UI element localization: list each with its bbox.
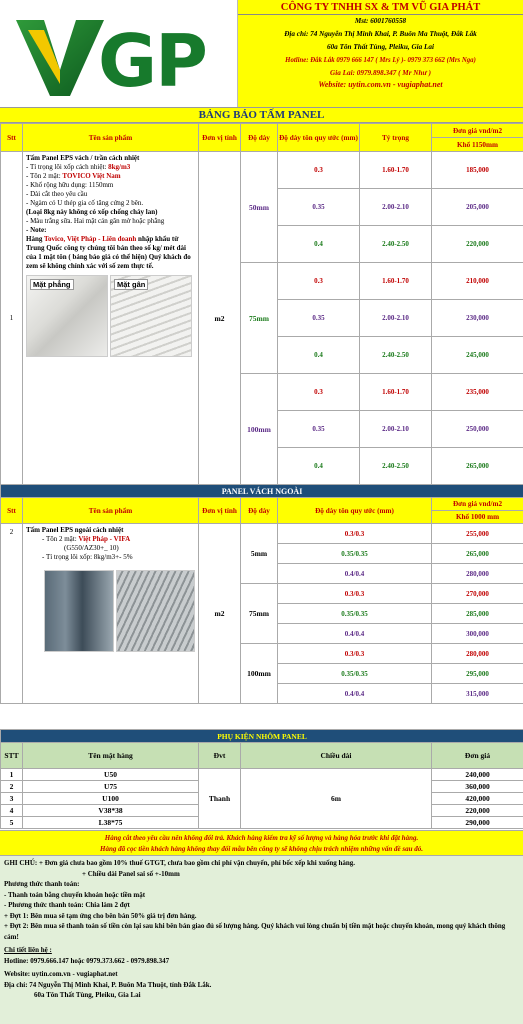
- payment-line: + Đợt 2: Bên mua sẽ thanh toán số tiền còn lại sau khi bên bán giao đủ số lượng hàng. Quý khách vui lòng chuẩn bị tiền mặt hoặc chuyển khoản, mong quý khách thông cảm!: [4, 922, 506, 941]
- col-name: Tên mặt hàng: [23, 743, 199, 769]
- skin-cell: 0.4: [278, 448, 360, 485]
- price-cell: 315,000: [432, 684, 523, 704]
- photo-label: Mặt phẳng: [30, 279, 74, 290]
- contact-title: Chi tiết liên hệ :: [4, 946, 52, 954]
- row-price: 420,000: [432, 793, 523, 805]
- price-cell: 280,000: [432, 564, 523, 584]
- col-length: Chiều dài: [241, 743, 432, 769]
- note-line: + Chiều dài Panel sai số +-10mm: [82, 869, 180, 878]
- page-title: BẢNG BÁO TẤM PANEL: [0, 107, 523, 123]
- row-stt: 1: [1, 769, 23, 781]
- company-info: [238, 0, 523, 107]
- row-unit: Thanh: [199, 769, 241, 829]
- skin-cell: 0.3/0.3: [278, 584, 432, 604]
- thickness-100: 100mm: [241, 644, 278, 704]
- col-price: Đơn giá: [432, 743, 523, 769]
- contact-hotline[interactable]: Hotline: 0979.666.147 hoặc 0979.373.662 - 0979.898.347: [4, 956, 170, 965]
- skin-cell: 0.4/0.4: [278, 684, 432, 704]
- col-thick: Độ dày: [241, 498, 278, 524]
- density-cell: 2.40-2.50: [360, 448, 432, 485]
- row-name: L38*75: [23, 817, 199, 829]
- price-cell: 295,000: [432, 664, 523, 684]
- col-name: Tên sản phẩm: [23, 124, 199, 152]
- accessory-table: [0, 729, 523, 829]
- desc-highlight: Việt Pháp - VIFA: [78, 535, 131, 543]
- note-label: - Note:: [26, 226, 47, 234]
- density-cell: 2.40-2.50: [360, 337, 432, 374]
- hotline-1: Hotline: Đắk Lắk 0979 666 147 ( Mrs Lý )- 0979 373 662 (Mrs Nga): [285, 57, 476, 64]
- contact-address: 60a Tôn Thất Tùng, Pleiku, Gia Lai: [34, 991, 141, 999]
- density-cell: 2.40-2.50: [360, 226, 432, 263]
- row-unit: m2: [199, 152, 241, 485]
- row-stt: 3: [1, 793, 23, 805]
- company-logo: [0, 0, 238, 107]
- col-density: Tỷ trọng: [360, 124, 432, 152]
- row-name: U100: [23, 793, 199, 805]
- notice-line: Hàng đã cọc tiền khách hàng không thay đổi mẫu bên công ty sẽ không chịu trách nhiệm những vấn đề sau đó.: [100, 845, 423, 853]
- price-cell: 285,000: [432, 604, 523, 624]
- price-cell: 185,000: [432, 152, 523, 189]
- product-desc: [23, 524, 199, 704]
- desc-line: - Dài cắt theo yêu cầu: [26, 190, 88, 198]
- footer-notes: [0, 856, 523, 1024]
- price-cell: 210,000: [432, 263, 523, 300]
- skin-cell: 0.35/0.35: [278, 604, 432, 624]
- row-length: 6m: [241, 769, 432, 829]
- desc-line: (G550/AZ30+_ 10): [64, 544, 119, 552]
- product-title: Tấm Panel EPS ngoài cách nhiệt: [26, 526, 124, 534]
- density-cell: 1.60-1.70: [360, 374, 432, 411]
- skin-cell: 0.4: [278, 337, 360, 374]
- desc-line: - Tỉ trọng lõi xốp: 8kg/m3+- 5%: [42, 553, 133, 561]
- payment-title: Phương thức thanh toán:: [4, 880, 80, 888]
- skin-cell: 0.3/0.3: [278, 524, 432, 544]
- desc-line: - Khổ rộng hữu dụng: 1150mm: [26, 181, 114, 189]
- price-cell: 300,000: [432, 624, 523, 644]
- website: Website: uytin.com.vn - vugiaphat.net: [318, 80, 443, 89]
- price-cell: 270,000: [432, 584, 523, 604]
- contact-address: Địa chỉ: 74 Nguyễn Thị Minh Khai, P. Buôn Ma Thuột, tỉnh Đắk Lắk.: [4, 980, 212, 989]
- density-cell: 2.00-2.10: [360, 411, 432, 448]
- price-cell: 255,000: [432, 524, 523, 544]
- payment-line: - Phương thức thanh toán: Chia làm 2 đợt: [4, 901, 130, 909]
- panel-price-table: [0, 123, 523, 485]
- desc-highlight: 8kg/m3: [108, 163, 131, 171]
- skin-cell: 0.4/0.4: [278, 564, 432, 584]
- col-price: Đơn giá vnd/m2: [432, 498, 523, 511]
- col-stt: STT: [1, 743, 23, 769]
- product-photos: [26, 275, 195, 357]
- col-stt: Stt: [1, 498, 23, 524]
- note-text: nhập khẩu từ Trung Quốc công ty chúng tôi bán theo số kg/ mét dài của 1 mặt tôn ( bảng báo giá có thể hiện) Quý khách đo zem sẽ không chính xác với số zem thực tế.: [26, 235, 191, 270]
- section-title: PANEL VÁCH NGOÀI: [1, 485, 523, 498]
- order-notice: [0, 830, 523, 856]
- product-desc: [23, 152, 199, 485]
- col-width: Khổ 1150mm: [432, 138, 523, 152]
- tax-code: Mst: 6001760558: [354, 17, 407, 25]
- skin-cell: 0.35/0.35: [278, 664, 432, 684]
- density-cell: 1.60-1.70: [360, 263, 432, 300]
- header: [0, 0, 523, 107]
- flat-panel-photo: [26, 275, 108, 357]
- address-1: Địa chỉ: 74 Nguyễn Thị Minh Khai, P. Buôn Ma Thuột, Đắk Lắk: [284, 30, 477, 38]
- density-cell: 2.00-2.10: [360, 189, 432, 226]
- desc-line: - Màu trắng sữa. Hai mặt cán gân mờ hoặc phẳng: [26, 217, 165, 225]
- note-line: GHI CHÚ: + Đơn giá chưa bao gồm 10% thuế GTGT, chưa bao gồm chi phí vận chuyển, phí bốc xếp khi xuống hàng.: [4, 859, 356, 867]
- thickness-75: 75mm: [241, 584, 278, 644]
- vgp-logo-icon: [14, 8, 224, 100]
- col-width: Khổ 1000 mm: [432, 511, 523, 524]
- col-unit: Đơn vị tính: [199, 498, 241, 524]
- col-skin: Độ dày tôn quy ước (mm): [278, 124, 360, 152]
- payment-line: + Đợt 1: Bên mua sẽ tạm ứng cho bên bán 50% giá trị đơn hàng.: [4, 911, 197, 920]
- price-cell: 220,000: [432, 226, 523, 263]
- price-cell: 265,000: [432, 448, 523, 485]
- price-cell: 250,000: [432, 411, 523, 448]
- desc-line: - Tôn 2 mặt:: [26, 172, 63, 180]
- row-unit: m2: [199, 524, 241, 704]
- price-cell: 245,000: [432, 337, 523, 374]
- note-highlight: Tovico, Việt Pháp - Liên doanh: [43, 235, 137, 243]
- row-stt: 4: [1, 805, 23, 817]
- row-price: 240,000: [432, 769, 523, 781]
- svg-text:GP: GP: [98, 19, 206, 100]
- price-cell: 230,000: [432, 300, 523, 337]
- row-name: U75: [23, 781, 199, 793]
- col-skin: Độ dày tôn quy ước (mm): [278, 498, 432, 524]
- row-price: 290,000: [432, 817, 523, 829]
- photo-label: Mặt gân: [114, 279, 148, 290]
- skin-cell: 0.35/0.35: [278, 544, 432, 564]
- col-unit: Đvt: [199, 743, 241, 769]
- product-title: Tấm Panel EPS vách / trần cách nhiệt: [26, 154, 140, 162]
- panel-surface-photo: [116, 570, 195, 652]
- row-stt: 5: [1, 817, 23, 829]
- thickness-100: 100mm: [241, 374, 278, 485]
- row-stt: 1: [1, 152, 23, 485]
- skin-cell: 0.35: [278, 189, 360, 226]
- payment-line: - Thanh toán bằng chuyển khoản hoặc tiền mặt: [4, 890, 146, 899]
- section-title: PHỤ KIỆN NHÔM PANEL: [1, 730, 523, 743]
- address-2: 60a Tôn Thất Tùng, Pleiku, Gia Lai: [326, 43, 435, 51]
- density-cell: 1.60-1.70: [360, 152, 432, 189]
- col-stt: Stt: [1, 124, 23, 152]
- row-name: U50: [23, 769, 199, 781]
- skin-cell: 0.3: [278, 374, 360, 411]
- product-photos: [26, 570, 195, 652]
- thickness-50: 50mm: [241, 152, 278, 263]
- desc-line: - Tôn 2 mặt:: [42, 535, 79, 543]
- desc-line: - Tỉ trọng lõi xốp cách nhiệt:: [26, 163, 109, 171]
- row-name: V38*38: [23, 805, 199, 817]
- col-thick: Độ dày: [241, 124, 278, 152]
- desc-line: - Ngàm có U thép gia cố tăng cứng 2 bên.: [26, 199, 144, 207]
- desc-highlight: TOVICO Việt Nam: [62, 172, 121, 180]
- skin-cell: 0.35: [278, 300, 360, 337]
- panel-install-photo: [44, 570, 114, 652]
- skin-cell: 0.4/0.4: [278, 624, 432, 644]
- col-name: Tên sản phẩm: [23, 498, 199, 524]
- price-cell: 205,000: [432, 189, 523, 226]
- skin-cell: 0.3: [278, 152, 360, 189]
- row-stt: 2: [1, 524, 23, 704]
- contact-website[interactable]: Website: uytin.com.vn - vugiaphat.net: [4, 970, 118, 978]
- thickness-75: 75mm: [241, 263, 278, 374]
- note-text: Hàng: [26, 235, 44, 243]
- skin-cell: 0.35: [278, 411, 360, 448]
- row-price: 360,000: [432, 781, 523, 793]
- row-price: 220,000: [432, 805, 523, 817]
- col-price: Đơn giá vnd/m2: [432, 124, 523, 138]
- outer-panel-table: [0, 484, 523, 704]
- col-unit: Đơn vị tính: [199, 124, 241, 152]
- company-name: CÔNG TY TNHH SX & TM VŨ GIA PHÁT: [238, 0, 523, 15]
- skin-cell: 0.3/0.3: [278, 644, 432, 664]
- hotline-2: Gia Lai: 0979.898.347 ( Mr Như ): [330, 69, 431, 77]
- price-cell: 265,000: [432, 544, 523, 564]
- thickness-5: 5mm: [241, 524, 278, 584]
- price-cell: 235,000: [432, 374, 523, 411]
- skin-cell: 0.4: [278, 226, 360, 263]
- density-cell: 2.00-2.10: [360, 300, 432, 337]
- row-stt: 2: [1, 781, 23, 793]
- price-cell: 280,000: [432, 644, 523, 664]
- notice-line: Hàng cắt theo yêu cầu nên không đổi trả. Khách hàng kiểm tra kỹ số lượng và hàng hóa trước khi đặt hàng.: [104, 834, 419, 842]
- skin-cell: 0.3: [278, 263, 360, 300]
- ribbed-panel-photo: [110, 275, 192, 357]
- desc-line: (Loại 8kg này không có xốp chống cháy lan): [26, 208, 158, 216]
